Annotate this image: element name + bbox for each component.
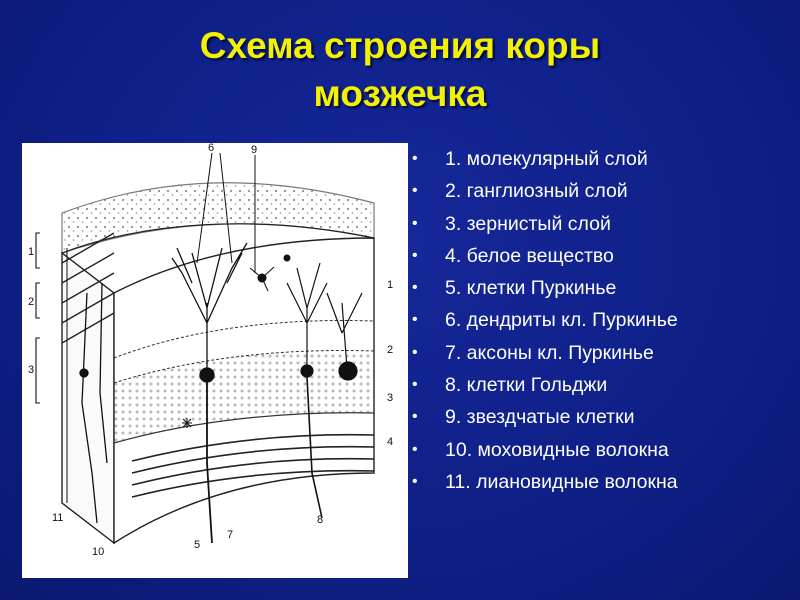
legend-item xyxy=(412,272,792,304)
bullet-icon: • xyxy=(412,472,418,490)
cortex-drawing xyxy=(22,143,408,578)
legend-item xyxy=(412,240,792,272)
block-left-face xyxy=(62,253,114,543)
legend-item xyxy=(412,175,792,207)
legend-item xyxy=(412,434,792,466)
legend-item xyxy=(412,337,792,369)
legend-item-label: 11. лиановидные волокна xyxy=(445,470,678,493)
figure-label-bottom-5: 5 xyxy=(194,539,201,551)
bullet-icon: • xyxy=(412,279,418,297)
legend-list xyxy=(412,143,792,498)
legend-item xyxy=(412,304,792,336)
legend-item-label: 4. белое вещество xyxy=(445,244,614,267)
figure-label-left-10: 10 xyxy=(92,546,105,558)
legend-item-label: 3. зернистый слой xyxy=(445,212,611,235)
legend-item xyxy=(412,208,792,240)
legend-item-label: 6. дендриты кл. Пуркинье xyxy=(445,309,678,332)
legend-item xyxy=(412,369,792,401)
legend-item-label: 1. молекулярный слой xyxy=(445,148,648,170)
legend-item xyxy=(412,143,792,175)
legend-item-label: 5. клетки Пуркинье xyxy=(445,277,617,300)
figure-label-right-8: 8 xyxy=(317,514,324,526)
slide-title-line-1: Схема строения коры xyxy=(199,25,601,66)
figure-label-right-2: 2 xyxy=(387,344,394,356)
legend-item-label: 10. моховидные волокна xyxy=(445,438,669,461)
figure-label-top-9: 9 xyxy=(251,144,258,156)
legend-item-label: 2. ганглиозный слой xyxy=(445,180,628,203)
bullet-icon: • xyxy=(412,408,418,426)
bullet-icon: • xyxy=(412,246,418,264)
figure-label-left-2: 2 xyxy=(28,296,35,308)
bullet-icon: • xyxy=(412,376,418,394)
slide-title xyxy=(0,22,800,118)
legend-item-label: 7. аксоны кл. Пуркинье xyxy=(445,341,654,364)
figure-label-top-6: 6 xyxy=(208,143,215,154)
legend-item xyxy=(412,401,792,433)
granule-cell xyxy=(182,418,192,428)
left-brackets xyxy=(36,233,40,403)
slide-title-line-2: мозжечка xyxy=(313,73,487,114)
bullet-icon: • xyxy=(412,440,418,458)
cerebellar-cortex-diagram xyxy=(22,143,408,578)
bullet-icon: • xyxy=(412,182,418,200)
figure-label-left-1: 1 xyxy=(28,246,35,258)
figure-label-right-1: 1 xyxy=(387,279,394,291)
bullet-icon: • xyxy=(412,343,418,361)
figure-label-right-3: 3 xyxy=(387,392,394,404)
figure-label-right-4: 4 xyxy=(387,436,394,448)
bullet-icon: • xyxy=(412,311,418,329)
figure-label-left-3: 3 xyxy=(28,364,35,376)
legend-item-label: 9. звездчатые клетки xyxy=(445,406,635,429)
bullet-icon: • xyxy=(412,150,418,167)
figure-label-bottom-7: 7 xyxy=(227,529,234,541)
bullet-icon: • xyxy=(412,214,418,232)
legend-item-label: 8. клетки Гольджи xyxy=(445,374,608,397)
legend-item xyxy=(412,466,792,498)
figure-label-left-11: 11 xyxy=(52,512,64,524)
